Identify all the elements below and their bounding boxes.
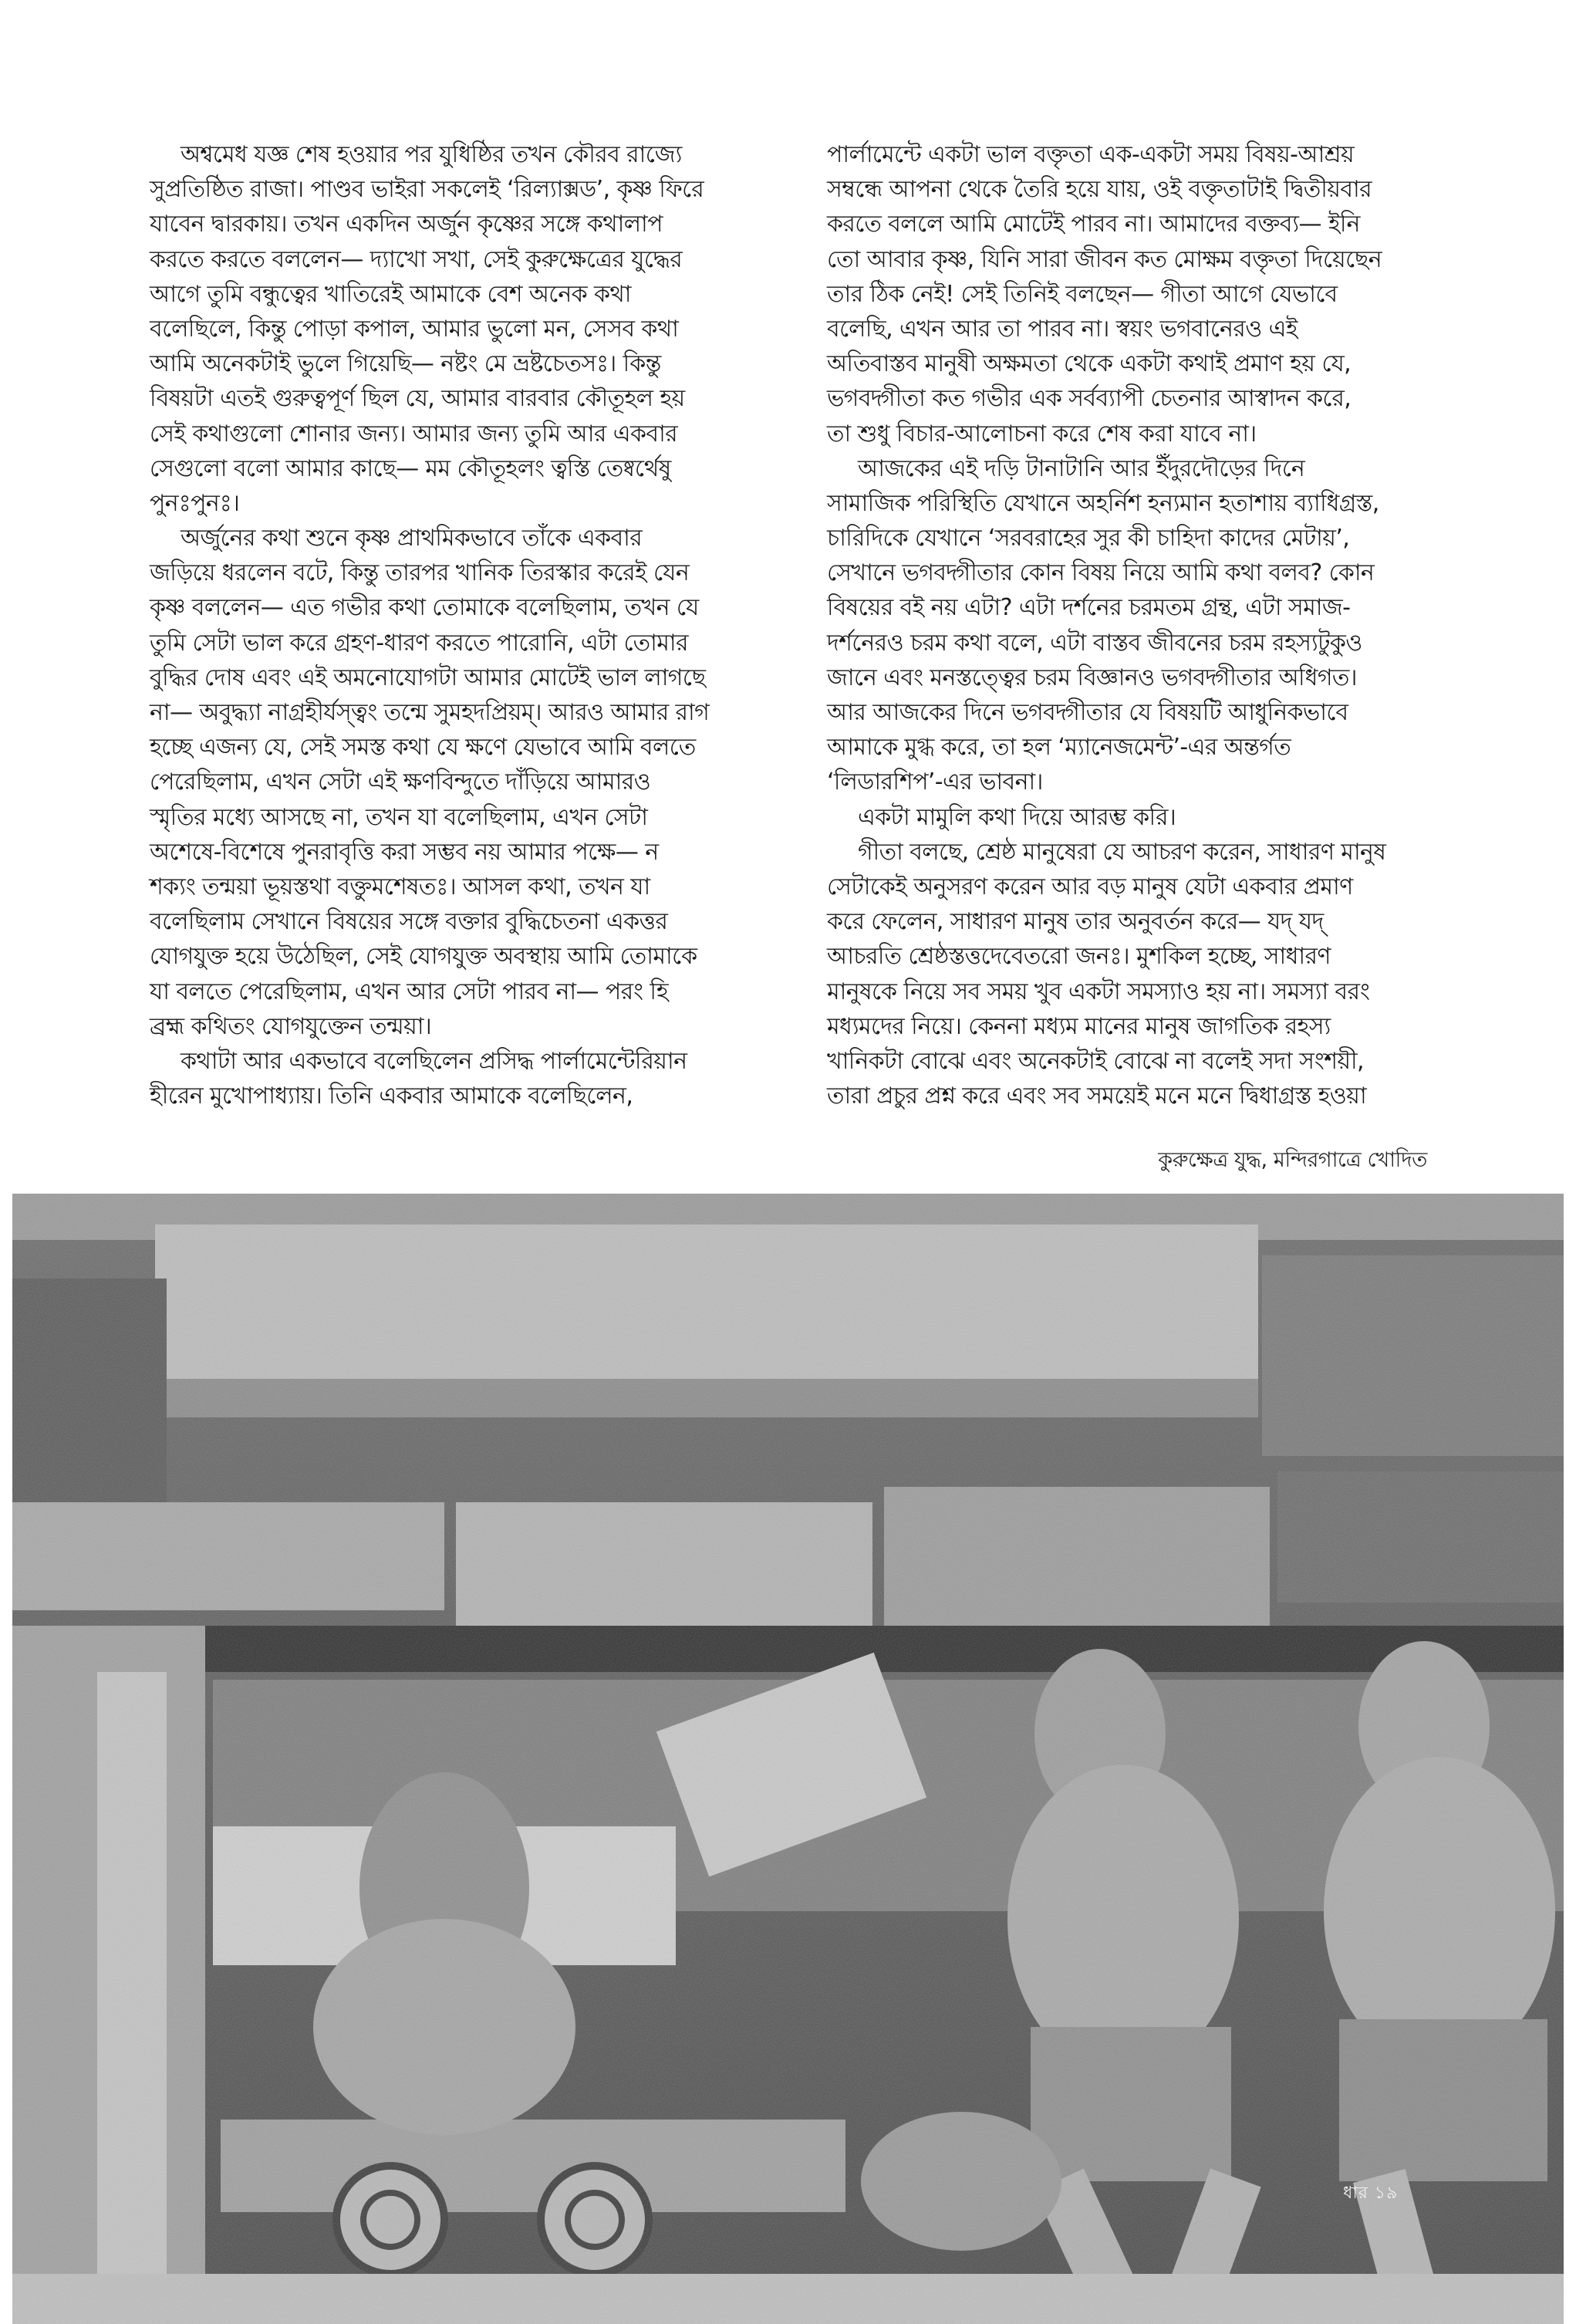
text-line: না— অবুদ্ধ্যা নাগ্রহীর্যস্ত্বং তন্মে সুমহদপ্রিয়ম্। আরও আমার রাগ (150, 699, 710, 726)
text-line: যা বলতে পেরেছিলাম, এখন আর সেটা পারব না— পরং হি (150, 978, 669, 1005)
text-line: আমাকে মুগ্ধ করে, তা হল ‘ম্যানেজমেন্ট’-এর অন্তর্গত (827, 734, 1291, 762)
text-line: আচরতি শ্রেষ্ঠস্তত্তদেবেতরো জনঃ। মুশকিল হচ্ছে, সাধারণ (827, 943, 1331, 971)
text-line: করে ফেলেন, সাধারণ মানুষ তার অনুবর্তন করে— যদ্ যদ্ (827, 908, 1324, 936)
text-line: সম্বন্ধে আপনা থেকে তৈরি হয়ে যায়, ওই বক্তৃতাটাই দ্বিতীয়বার (827, 176, 1372, 204)
text-line: জড়িয়ে ধরলেন বটে, কিন্তু তারপর খানিক তিরস্কার করেই যেন (150, 559, 690, 587)
left-text-column (150, 137, 736, 1113)
page-folio: ধার ১৯ (1343, 2184, 1399, 2203)
text-line: যাবেন দ্বারকায়। তখন একদিন অর্জুন কৃষ্ণের সঙ্গে কথালাপ (150, 211, 663, 238)
text-line: বলেছিলাম সেখানে বিষয়ের সঙ্গে বক্তার বুদ্ধিচেতনা একত্তর (150, 908, 668, 936)
text-line: সেই কথাগুলো শোনার জন্য। আমার জন্য তুমি আর একবার (150, 420, 678, 448)
text-line: তুমি সেটা ভাল করে গ্রহণ-ধারণ করতে পারোনি, এটা তোমার (150, 629, 688, 657)
text-line: করতে করতে বললেন— দ্যাখো সখা, সেই কুরুক্ষেত্রের যুদ্ধের (150, 245, 683, 273)
text-line: আমি অনেকটাই ভুলে গিয়েছি— নষ্টং মে ভ্রষ্টচেতসঃ। কিন্তু (150, 350, 661, 378)
text-line: পেরেছিলাম, এখন সেটা এই ক্ষণবিন্দুতে দাঁড়িয়ে আমারও (150, 768, 651, 796)
text-line: তার ঠিক নেই! সেই তিনিই বলছেন— গীতা আগে যেভাবে (827, 280, 1338, 308)
text-line: অতিবাস্তব মানুষী অক্ষমতা থেকে একটা কথাই প্রমাণ হয় যে, (827, 350, 1352, 378)
text-line: আর আজকের দিনে ভগবদ্গীতার যে বিষয়টি আধুনিকভাবে (827, 699, 1348, 726)
text-line: দর্শনেরও চরম কথা বলে, এটা বাস্তব জীবনের চরম রহস্যটুকুও (827, 629, 1362, 657)
text-line: একটা মামুলি কথা দিয়ে আরম্ভ করি। (858, 803, 1176, 831)
right-text-column (827, 137, 1413, 1113)
figure-caption: কুরুক্ষেত্র যুদ্ধ, মন্দিরগাত্রে খোদিত (1158, 1148, 1427, 1172)
text-line: ব্রহ্ম কথিতং যোগযুক্তেন তন্ময়া। (150, 1012, 432, 1040)
text-line: বিষয়ের বই নয় এটা? এটা দর্শনের চরমতম গ্রন্থ, এটা সমাজ- (827, 594, 1351, 622)
text-line: সেটাকেই অনুসরণ করেন আর বড় মানুষ যেটা একবার প্রমাণ (827, 873, 1353, 900)
text-line: খানিকটা বোঝে এবং অনেকটাই বোঝে না বলেই সদা সংশয়ী, (827, 1047, 1364, 1075)
text-line: অর্জুনের কথা শুনে কৃষ্ণ প্রাথমিকভাবে তাঁকে একবার (181, 525, 643, 552)
text-line: শক্যং তন্ময়া ভূয়স্তথা বক্তুমশেষতঃ। আসল কথা, তখন যা (150, 873, 650, 900)
text-line: সামাজিক পরিস্থিতি যেখানে অহর্নিশ হন্যমান হতাশায় ব্যাধিগ্রস্ত, (827, 489, 1379, 517)
text-line: বলেছিলে, কিন্তু পোড়া কপাল, আমার ভুলো মন, সেসব কথা (150, 315, 679, 343)
text-line: হীরেন মুখোপাধ্যায়। তিনি একবার আমাকে বলেছিলেন, (150, 1083, 633, 1110)
text-line: তো আবার কৃষ্ণ, যিনি সারা জীবন কত মোক্ষম বক্তৃতা দিয়েছেন (827, 245, 1382, 273)
text-line: বিষয়টা এতই গুরুত্বপূর্ণ ছিল যে, আমার বারবার কৌতূহল হয় (150, 385, 685, 413)
text-line: ভগবদ্গীতা কত গভীর এক সর্বব্যাপী চেতনার আস্বাদন করে, (827, 385, 1352, 413)
text-line: যোগযুক্ত হয়ে উঠেছিল, সেই যোগযুক্ত অবস্থায় আমি তোমাকে (150, 943, 697, 971)
text-line: বুদ্ধির দোষ এবং এই অমনোযোগটা আমার মোটেই ভাল লাগছে (150, 664, 706, 691)
text-line: করতে বললে আমি মোটেই পারব না। আমাদের বক্তব্য— ইনি (827, 211, 1360, 238)
text-line: গীতা বলছে, শ্রেষ্ঠ মানুষেরা যে আচরণ করেন, সাধারণ মানুষ (858, 838, 1386, 866)
text-line: পার্লামেন্টে একটা ভাল বক্তৃতা এক-একটা সময় বিষয়-আশ্রয় (827, 141, 1355, 168)
text-line: তারা প্রচুর প্রশ্ন করে এবং সব সময়েই মনে মনে দ্বিধাগ্রস্ত হওয়া (827, 1083, 1367, 1110)
text-line: বলেছি, এখন আর তা পারব না। স্বয়ং ভগবানেরও এই (827, 315, 1298, 343)
text-line: কৃষ্ণ বললেন— এত গভীর কথা তোমাকে বলেছিলাম, তখন যে (150, 594, 699, 622)
text-line: মধ্যমদের নিয়ে। কেননা মধ্যম মানের মানুষ জাগতিক রহস্য (827, 1012, 1331, 1040)
text-line: সেখানে ভগবদ্গীতার কোন বিষয় নিয়ে আমি কথা বলব? কোন (827, 559, 1375, 587)
text-line: ‘লিডারশিপ’-এর ভাবনা। (827, 768, 1043, 796)
text-line: অশ্বমেধ যজ্ঞ শেষ হওয়ার পর যুধিষ্ঠির তখন কৌরব রাজ্যে (181, 141, 682, 168)
text-line: পুনঃপুনঃ। (150, 489, 240, 517)
text-line: অশেষে-বিশেষে পুনরাবৃত্তি করা সম্ভব নয় আমার পক্ষে— ন (150, 838, 659, 866)
relief-carving-image (12, 1194, 1564, 2324)
text-line: মানুষকে নিয়ে সব সময় খুব একটা সমস্যাও হয় না। সমস্যা বরং (827, 978, 1370, 1005)
text-line: চারিদিকে যেখানে ‘সরবরাহের সুর কী চাহিদা কাদের মেটায়’, (827, 525, 1350, 552)
text-line: কথাটা আর একভাবে বলেছিলেন প্রসিদ্ধ পার্লামেন্টেরিয়ান (181, 1047, 687, 1075)
text-line: আগে তুমি বন্ধুত্বের খাতিরেই আমাকে বেশ অনেক কথা (150, 280, 631, 308)
text-line: আজকের এই দড়ি টানাটানি আর ইঁদুরদৌড়ের দিনে (858, 454, 1305, 482)
temple-relief-photo (12, 1194, 1564, 2324)
text-line: সুপ্রতিষ্ঠিত রাজা। পাণ্ডব ভাইরা সকলেই ‘রিল্যাক্সড’, কৃষ্ণ ফিরে (150, 176, 704, 204)
text-line: জানে এবং মনস্তত্ত্বের চরম বিজ্ঞানও ভগবদ্গীতার অধিগত। (827, 664, 1357, 691)
text-line: তা শুধু বিচার-আলোচনা করে শেষ করা যাবে না। (827, 420, 1257, 448)
text-line: হচ্ছে এজন্য যে, সেই সমস্ত কথা যে ক্ষণে যেভাবে আমি বলতে (150, 734, 696, 762)
text-line: স্মৃতির মধ্যে আসছে না, তখন যা বলেছিলাম, এখন সেটা (150, 803, 648, 831)
text-line: সেগুলো বলো আমার কাছে— মম কৌতূহলং ত্বস্তি তেষ্বর্থেষু (150, 454, 671, 482)
